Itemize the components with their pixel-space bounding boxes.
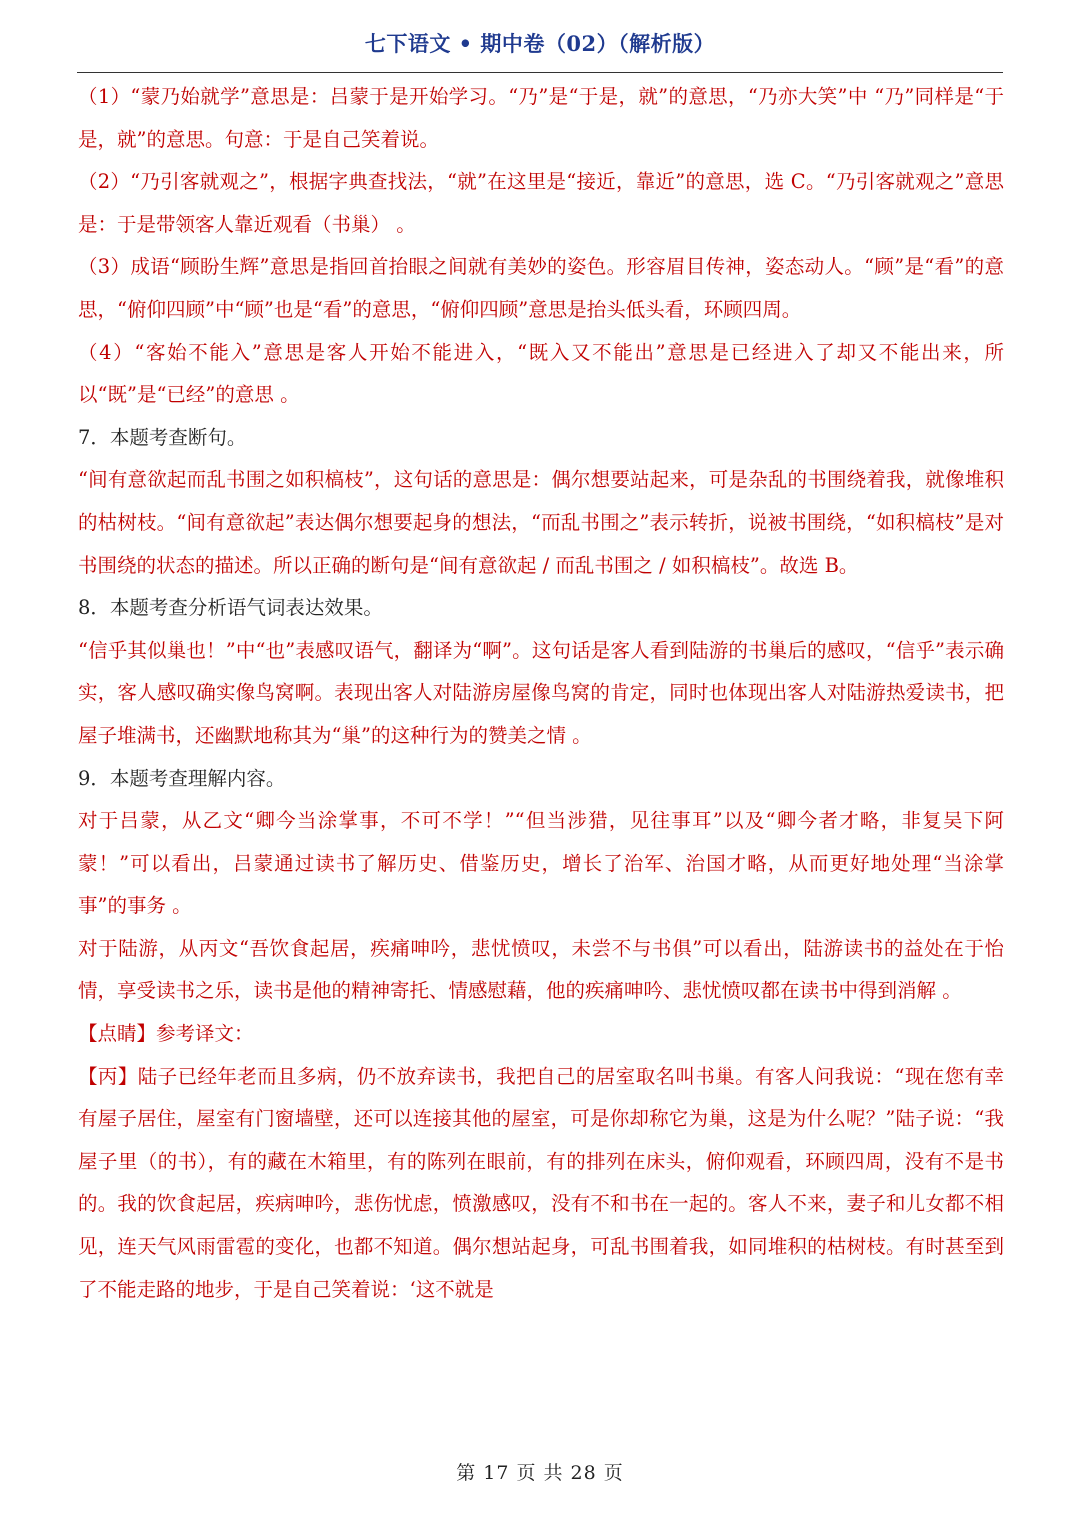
answer-paragraph: 【点睛】参考译文： [78, 1022, 254, 1046]
page-number: 第 17 页 共 28 页 [456, 1462, 624, 1484]
answer-paragraph: 【丙】陆子已经年老而且多病，仍不放弃读书，我把自己的居室取名叫书巢。有客人问我说：“现在您有幸有屋子居住，屋室有门窗墙壁，还可以连接其他的屋室，可是你却称它为巢，这是为什么呢？”陆子说：“我屋子里（的书），有的藏在木箱里，有的陈列在眼前，有的排列在床头，俯仰观看，环顾四周，没有不是书的。我的饮食起居，疾病呻吟，悲伤忧虑，愤激感叹，没有不和书在一起的。客人不来，妻子和儿女都不相见，连天气风雨雷雹的变化，也都不知道。偶尔想站起身，可乱书围着我，如同堆积的枯树枝。有时甚至到了不能走路的地步，于是自己笑着说：‘这不就是 [78, 1064, 1004, 1301]
answer-paragraph: （3）成语“顾盼生辉”意思是指回首抬眼之间就有美妙的姿色。形容眉目传神，姿态动人。“顾”是“看”的意思，“俯仰四顾”中“顾”也是“看”的意思，“俯仰四顾”意思是抬头低头看，环顾四周。 [78, 255, 1004, 321]
question-heading: 7．本题考查断句。 [78, 425, 247, 449]
answer-paragraph: “间有意欲起而乱书围之如积槁枝”，这句话的意思是：偶尔想要站起来，可是杂乱的书围绕着我，就像堆积的枯树枝。“间有意欲起”表达偶尔想要起身的想法，“而乱书围之”表示转折，说被书围绕，“如积槁枝”是对书围绕的状态的描述。所以正确的断句是“间有意欲起 / 而乱书围之 / 如积槁枝”。故选 B。 [78, 468, 1004, 577]
answer-paragraph: 对于陆游，从丙文“吾饮食起居，疾痛呻吟，悲忧愤叹，未尝不与书俱”可以看出，陆游读书的益处在于怡情，享受读书之乐，读书是他的精神寄托、情感慰藉，他的疾痛呻吟、悲忧愤叹都在读书中得到消解 。 [78, 936, 1004, 1003]
page-header-title: 七下语文 • 期中卷（02）（解析版） [364, 31, 716, 56]
answer-paragraph: （1）“蒙乃始就学”意思是：吕蒙于是开始学习。“乃”是“于是，就”的意思，“乃亦大笑”中 “乃”同样是“于是，就”的意思。句意：于是自己笑着说。 [78, 85, 1004, 151]
answer-paragraph: 对于吕蒙，从乙文“卿今当涂掌事，不可不学！”“但当涉猎，见往事耳”以及“卿今者才略，非复吴下阿蒙！”可以看出，吕蒙通过读书了解历史、借鉴历史，增长了治军、治国才略，从而更好地处理“当涂掌事”的事务 。 [78, 809, 1004, 918]
question-heading: 9．本题考查理解内容。 [78, 766, 286, 790]
header-divider [77, 72, 1003, 73]
answer-paragraph: （4）“客始不能入”意思是客人开始不能进入，“既入又不能出”意思是已经进入了却又不能出来，所以“既”是“已经”的意思 。 [78, 340, 1004, 407]
question-heading: 8．本题考查分析语气词表达效果。 [78, 596, 383, 620]
answer-paragraph: “信乎其似巢也！”中“也”表感叹语气，翻译为“啊”。这句话是客人看到陆游的书巢后的感叹，“信乎”表示确实，客人感叹确实像鸟窝啊。表现出客人对陆游房屋像鸟窝的肯定，同时也体现出客人对陆游热爱读书，把屋子堆满书，还幽默地称其为“巢”的这种行为的赞美之情 。 [78, 638, 1004, 747]
document-body [78, 76, 1004, 1311]
answer-paragraph: （2）“乃引客就观之”，根据字典查找法，“就”在这里是“接近，靠近”的意思，选 C。“乃引客就观之”意思是：于是带领客人靠近观看（书巢） 。 [78, 170, 1004, 236]
